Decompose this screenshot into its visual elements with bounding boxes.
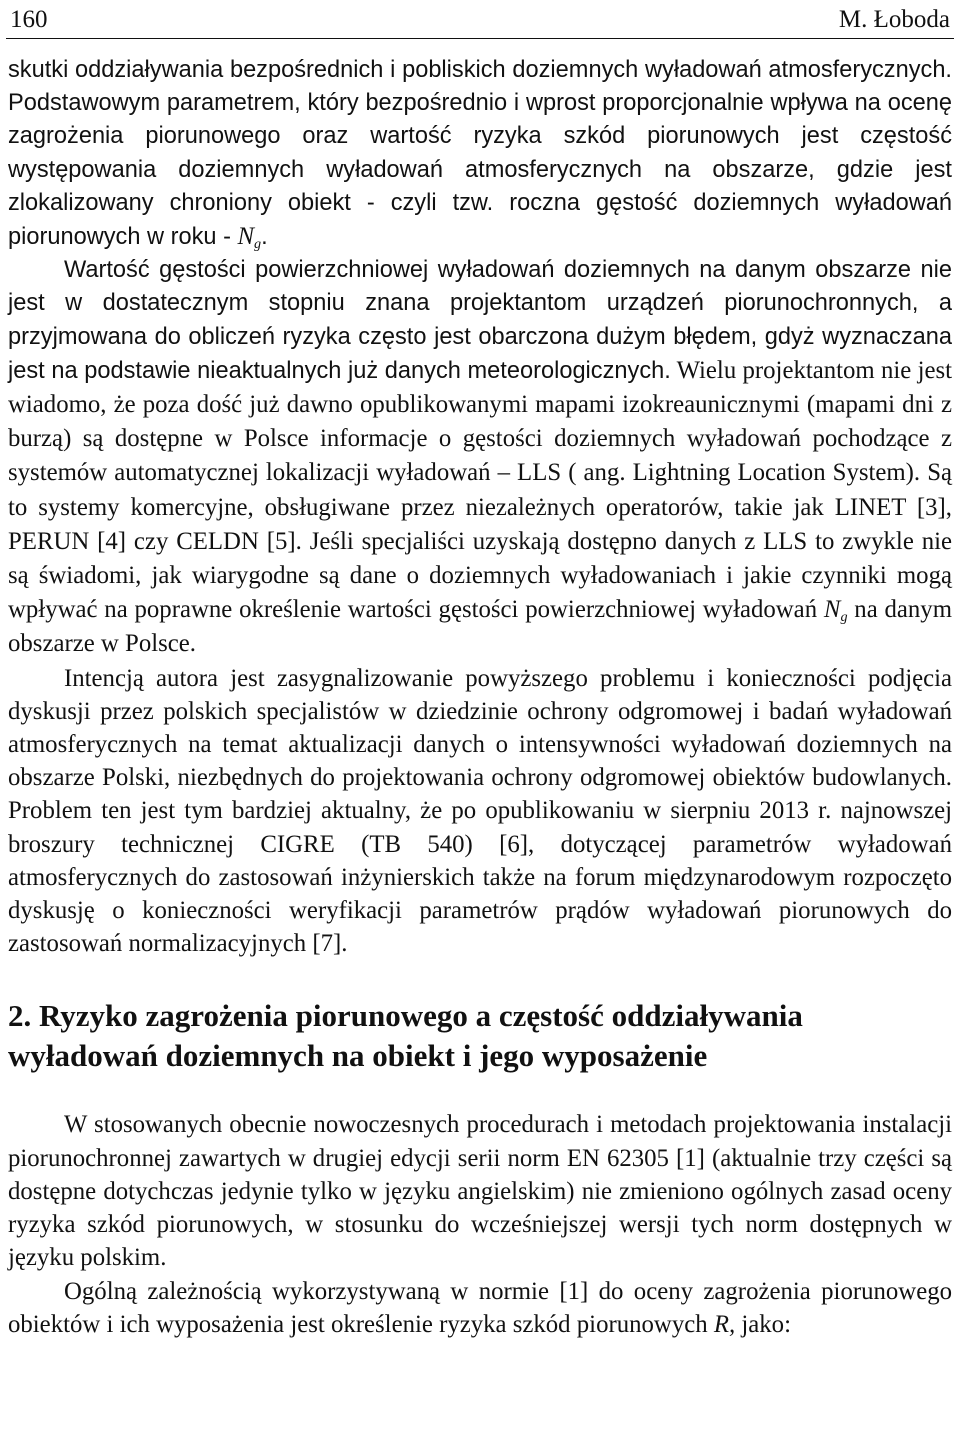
section-heading: 2. Ryzyko zagrożenia piorunowego a częstość oddziaływania wyładowań doziemnych na obiekt i jego wyposażenie (8, 998, 803, 1074)
paragraph-5 (8, 1275, 952, 1341)
risk-symbol: R, (713, 1310, 736, 1338)
ng-subscript: g (254, 236, 262, 253)
paragraph-1-end: . (261, 224, 268, 251)
ng-symbol: N (237, 223, 255, 251)
ng-subscript-2: g (840, 609, 848, 626)
paragraph-1 (8, 54, 952, 254)
paragraph-2-end: na danym obszarze w Polsce. (8, 596, 952, 658)
paragraph-5-text: Ogólną zależnością wykorzystywaną w normie [1] do oceny zagrożenia piorunowego obiektów i ich wyposażenia jest określenie ryzyka szkód piorunowych (8, 1277, 952, 1338)
paragraph-4: W stosowanych obecnie nowoczesnych procedurach i metodach projektowania instalacji piorunochronnej zawartych w drugiej edycji serii norm EN 62305 [1] (aktualnie trzy części są dostępne dotychczas jedynie tylko w języku angielskim) nie zmieniono ogólnych zasad oceny ryzyka szkód piorunowych, w stosunku do wcześniejszej wersji tych norm dostępnych w języku polskim. (8, 1111, 952, 1272)
body-text (8, 54, 952, 1341)
running-header (6, 2, 954, 39)
page-number: 160 (10, 6, 48, 33)
paragraph-3: Intencją autora jest zasygnalizowanie powyższego problemu i konieczności podjęcia dyskusji przez polskich specjalistów w dziedzinie ochrony odgromowej i badań wyładowań atmosferycznych na temat aktualizacji danych o intensywności wyładowań doziemnych na obszarze Polski, niezbędnych do projektowania ochrony odgromowej obiektów budowlanych. Problem ten jest tym bardziej aktualny, że po opublikowaniu w sierpniu 2013 r. najnowszej broszury technicznej CIGRE (TB 540) [6], dotyczącej parametrów wyładowań atmosferycznych do zastosowań inżynierskich także na forum międzynarodowym rozpoczęto dyskusję o konieczności weryfikacji parametrów prądów wyładowań piorunowych do zastosowań normalizacyjnych [7]. (8, 664, 952, 958)
paragraph-1-text: skutki oddziaływania bezpośrednich i pobliskich doziemnych wyładowań atmosferycznych. Podstawowym parametrem, który bezpośrednio i wprost proporcjonalnie wpływa na ocenę zagrożenia piorunowego oraz wartość ryzyka szkód piorunowych jest częstość występowania doziemnych wyładowań atmosferycznych na obszarze, gdzie jest zlokalizowany chroniony obiekt - czyli tzw. roczna gęstość doziemnych wyładowań piorunowych w roku - (8, 57, 952, 251)
paragraph-2-serif-text: Wielu projektantom nie jest wiadomo, że poza dość już dawno opublikowanymi mapami izokreaunicznymi (mapami dni z burzą) są dostępne w Polsce informacje o gęstości doziemnych wyładowań pochodzące z systemów automatycznej lokalizacji wyładowań – LLS ( ang. Lightning Location System). Są to systemy komercyjne, obsługiwane przez niezależnych operatorów, takie jak LINET [3], PERUN [4] czy CELDN [5]. Jeśli specjaliści uzyskają dostępno danych z LLS to zwykle nie są świadomi, jak wiarygodne są dane o doziemnych wyładowaniach i jakie czynniki mogą wpływać na poprawne określenie wartości gęstości powierzchniowej wyładowań (8, 356, 952, 624)
ng-symbol-2: N (823, 596, 841, 624)
running-author: M. Łoboda (838, 6, 950, 33)
paragraph-2 (8, 254, 952, 661)
paragraph-5-end: jako: (735, 1310, 791, 1338)
paragraph-2-sans-text: Wartość gęstości powierzchniowej wyładowań doziemnych na danym obszarze nie jest w dostatecznym stopniu znana projektantom urządzeń piorunochronnych, a przyjmowana do obliczeń ryzyka często jest obarczona dużym błędem, gdyż wyznaczana jest na podstawie nieaktualnych już danych meteorologicznych. (8, 257, 952, 384)
